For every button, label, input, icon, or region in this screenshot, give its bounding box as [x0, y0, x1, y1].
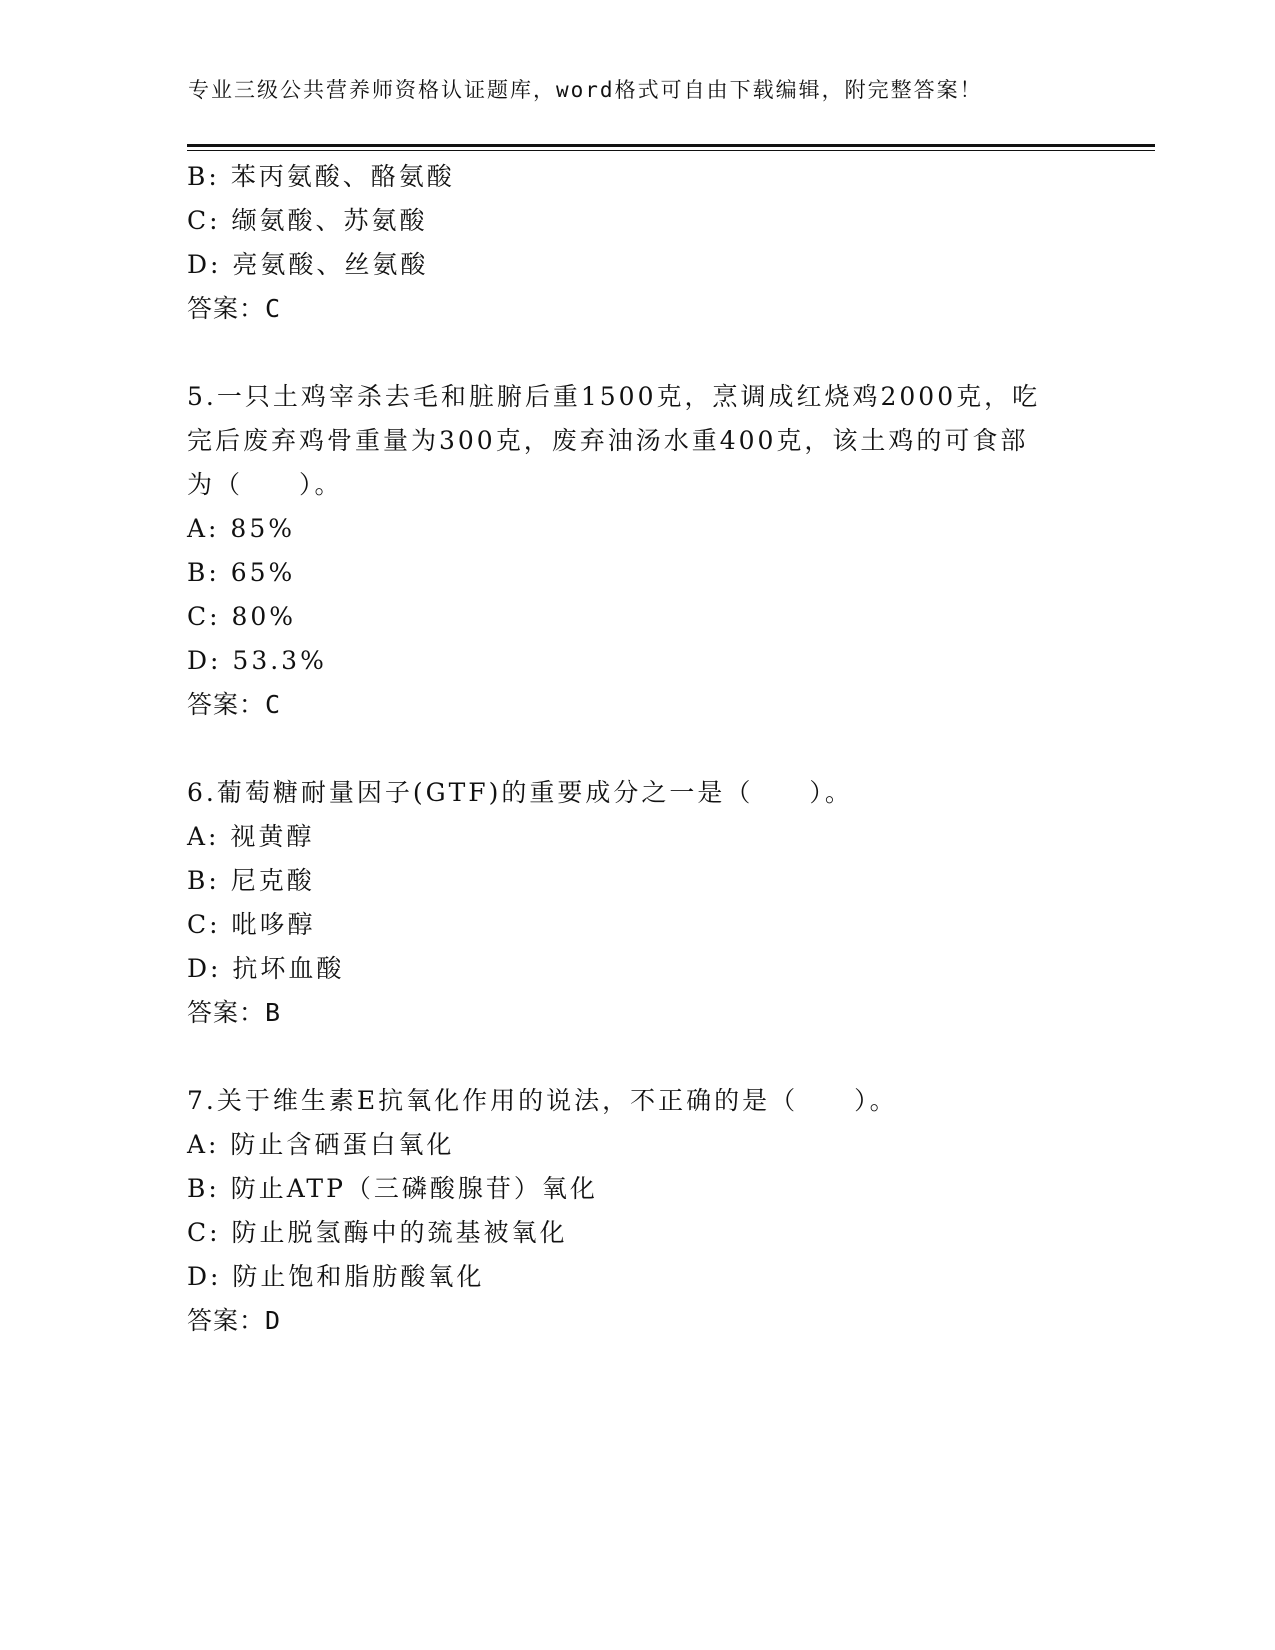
q4-option-c: C: 缬氨酸、苏氨酸	[187, 206, 428, 235]
q6-option-c: C: 吡哆醇	[187, 910, 316, 939]
q6-option-a: A: 视黄醇	[187, 822, 315, 851]
q5-option-b: B: 65%	[187, 558, 296, 587]
q7-answer: 答案：D	[187, 1306, 282, 1335]
q5-stem-line-3: 为（ ）。	[187, 470, 343, 499]
q5-answer: 答案：C	[187, 690, 282, 719]
q5-option-a: A: 85%	[187, 514, 295, 543]
q4-option-b: B: 苯丙氨酸、酪氨酸	[187, 162, 455, 191]
page-header: 专业三级公共营养师资格认证题库，word格式可自由下载编辑，附完整答案！	[188, 78, 983, 102]
q7-option-d: D: 防止饱和脂肪酸氧化	[187, 1262, 485, 1291]
q6-stem: 6.葡萄糖耐量因子(GTF)的重要成分之一是（ ）。	[187, 778, 853, 807]
q6-option-b: B: 尼克酸	[187, 866, 315, 895]
header-rule-thin	[187, 150, 1155, 151]
q4-option-d: D: 亮氨酸、丝氨酸	[187, 250, 429, 279]
q5-stem-line-1: 5.一只土鸡宰杀去毛和脏腑后重1500克，烹调成红烧鸡2000克，吃	[187, 382, 1041, 411]
q7-option-a: A: 防止含硒蛋白氧化	[187, 1130, 455, 1159]
q7-option-c: C: 防止脱氢酶中的巯基被氧化	[187, 1218, 568, 1247]
q6-answer: 答案：B	[187, 998, 282, 1027]
q5-option-c: C: 80%	[187, 602, 297, 631]
q4-answer: 答案：C	[187, 294, 282, 323]
q7-stem: 7.关于维生素E抗氧化作用的说法，不正确的是（ ）。	[187, 1086, 898, 1115]
header-rule-thick	[187, 144, 1155, 147]
q6-option-d: D: 抗坏血酸	[187, 954, 345, 983]
q5-option-d: D: 53.3%	[187, 646, 327, 675]
q5-stem-line-2: 完后废弃鸡骨重量为300克，废弃油汤水重400克，该土鸡的可食部	[187, 426, 1029, 455]
q7-option-b: B: 防止ATP（三磷酸腺苷）氧化	[187, 1174, 598, 1203]
